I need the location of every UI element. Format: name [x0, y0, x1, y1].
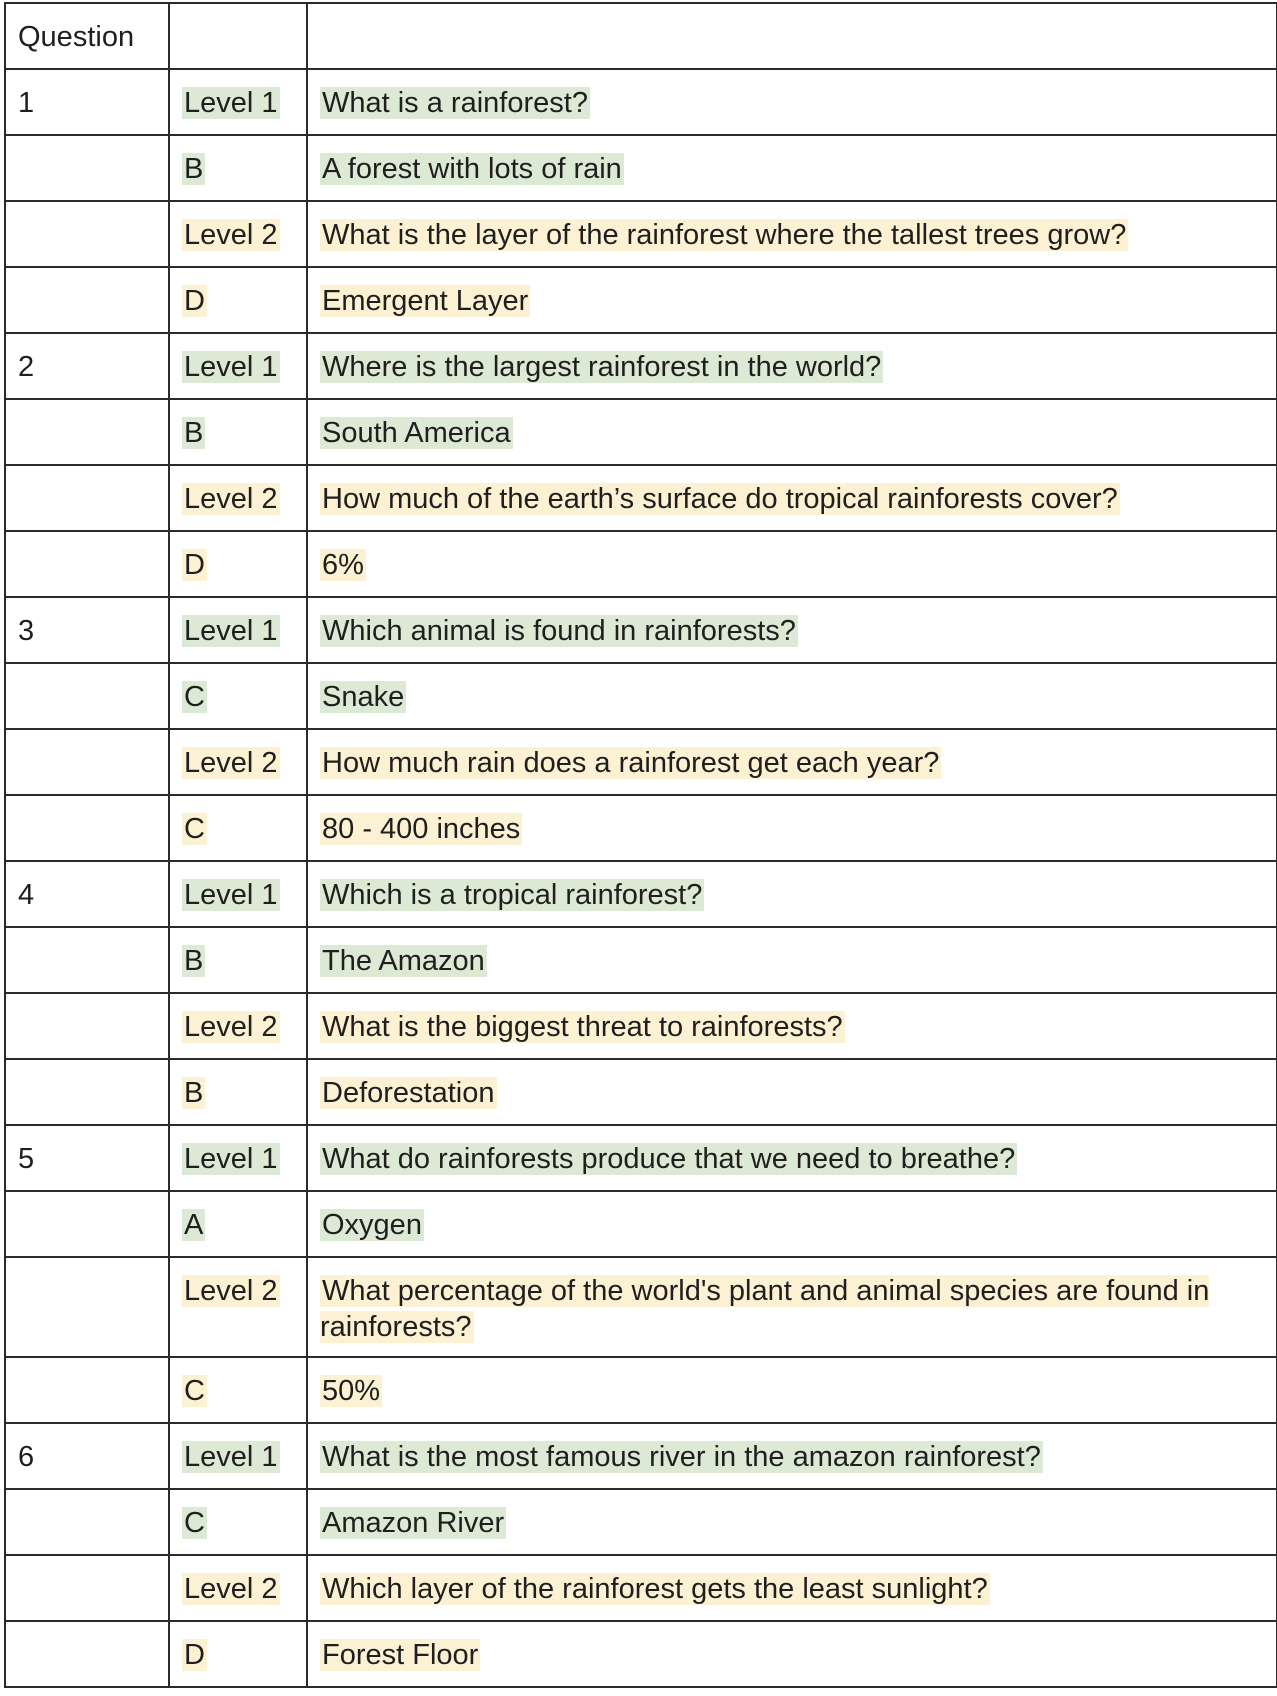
- question-or-answer-text-cell: [307, 927, 1277, 993]
- level-or-answer-label: Level 2: [184, 747, 278, 779]
- question-number-cell: [5, 861, 169, 927]
- level-or-answer-label: Level 2: [184, 1573, 278, 1605]
- level-or-answer-cell: [169, 1423, 307, 1489]
- question-or-answer-text-cell: [307, 597, 1277, 663]
- level-or-answer-cell: [169, 1489, 307, 1555]
- table-row: [5, 597, 1277, 663]
- question-or-answer-text-cell: [307, 531, 1277, 597]
- table-row: [5, 1489, 1277, 1555]
- question-number-cell: [5, 1423, 169, 1489]
- level-or-answer-cell: [169, 1191, 307, 1257]
- question-number-cell: [5, 1489, 169, 1555]
- level-or-answer-cell: [169, 1059, 307, 1125]
- header-row: [5, 3, 1277, 69]
- table-row: [5, 795, 1277, 861]
- quiz-table: [4, 2, 1277, 1688]
- question-or-answer-text-cell: [307, 465, 1277, 531]
- question-or-answer-text: The Amazon: [322, 945, 485, 977]
- table-row: [5, 69, 1277, 135]
- question-number-cell: [5, 1059, 169, 1125]
- question-or-answer-text-cell: [307, 399, 1277, 465]
- table-row: [5, 135, 1277, 201]
- table-row: [5, 333, 1277, 399]
- question-or-answer-text-cell: [307, 1257, 1277, 1357]
- table-row: [5, 1059, 1277, 1125]
- level-or-answer-label: Level 2: [184, 1275, 278, 1307]
- question-number-cell: [5, 531, 169, 597]
- level-or-answer-cell: [169, 1257, 307, 1357]
- question-or-answer-text: What percentage of the world's plant and animal species are found in rainforests?: [320, 1275, 1210, 1343]
- question-number-cell: [5, 729, 169, 795]
- header-cell-question: [5, 3, 169, 69]
- question-number-cell: [5, 399, 169, 465]
- question-or-answer-text: What is the biggest threat to rainforests?: [322, 1011, 843, 1043]
- question-number-cell: [5, 927, 169, 993]
- level-or-answer-cell: [169, 267, 307, 333]
- level-or-answer-cell: [169, 663, 307, 729]
- question-or-answer-text: Deforestation: [322, 1077, 495, 1109]
- question-or-answer-text: South America: [322, 417, 511, 449]
- question-number-cell: [5, 465, 169, 531]
- question-number-cell: [5, 135, 169, 201]
- table-row: [5, 1357, 1277, 1423]
- question-number-cell: [5, 1357, 169, 1423]
- question-or-answer-text: Which is a tropical rainforest?: [322, 879, 703, 911]
- level-or-answer-cell: [169, 465, 307, 531]
- table-row: [5, 267, 1277, 333]
- table-row: [5, 465, 1277, 531]
- level-or-answer-label: C: [184, 813, 205, 845]
- question-or-answer-text: What is the layer of the rainforest where the tallest trees grow?: [322, 219, 1127, 251]
- question-number-cell: [5, 1125, 169, 1191]
- question-number: 6: [18, 1441, 35, 1473]
- question-or-answer-text: How much of the earth’s surface do tropical rainforests cover?: [322, 483, 1118, 515]
- level-or-answer-cell: [169, 333, 307, 399]
- level-or-answer-label: B: [184, 1077, 204, 1109]
- question-or-answer-text: What is the most famous river in the amazon rainforest?: [322, 1441, 1041, 1473]
- question-or-answer-text-cell: [307, 267, 1277, 333]
- question-or-answer-text-cell: [307, 135, 1277, 201]
- question-or-answer-text: How much rain does a rainforest get each year?: [322, 747, 940, 779]
- level-or-answer-label: Level 2: [184, 219, 278, 251]
- question-number-cell: [5, 795, 169, 861]
- question-or-answer-text-cell: [307, 1059, 1277, 1125]
- question-number-cell: [5, 1621, 169, 1687]
- question-number: 1: [18, 87, 35, 119]
- question-number-cell: [5, 69, 169, 135]
- question-number-cell: [5, 663, 169, 729]
- level-or-answer-label: Level 1: [184, 615, 278, 647]
- table-row: [5, 927, 1277, 993]
- level-or-answer-cell: [169, 135, 307, 201]
- level-or-answer-label: C: [184, 1507, 205, 1539]
- table-row: [5, 399, 1277, 465]
- level-or-answer-cell: [169, 597, 307, 663]
- level-or-answer-label: B: [184, 153, 204, 185]
- question-number-cell: [5, 1555, 169, 1621]
- question-number-cell: [5, 597, 169, 663]
- question-number-cell: [5, 333, 169, 399]
- question-or-answer-text: A forest with lots of rain: [322, 153, 622, 185]
- question-or-answer-text-cell: [307, 333, 1277, 399]
- question-or-answer-text-cell: [307, 1357, 1277, 1423]
- question-or-answer-text: Which layer of the rainforest gets the least sunlight?: [322, 1573, 988, 1605]
- level-or-answer-cell: [169, 531, 307, 597]
- level-or-answer-cell: [169, 861, 307, 927]
- table-row: [5, 531, 1277, 597]
- question-or-answer-text-cell: [307, 201, 1277, 267]
- table-row: [5, 663, 1277, 729]
- table-row: [5, 1555, 1277, 1621]
- level-or-answer-label: Level 2: [184, 1011, 278, 1043]
- level-or-answer-cell: [169, 1621, 307, 1687]
- level-or-answer-cell: [169, 1357, 307, 1423]
- question-or-answer-text-cell: [307, 1125, 1277, 1191]
- question-or-answer-text: What is a rainforest?: [322, 87, 588, 119]
- question-or-answer-text-cell: [307, 1621, 1277, 1687]
- question-or-answer-text: Which animal is found in rainforests?: [322, 615, 796, 647]
- question-or-answer-text-cell: [307, 69, 1277, 135]
- question-or-answer-text-cell: [307, 663, 1277, 729]
- level-or-answer-cell: [169, 993, 307, 1059]
- question-number-cell: [5, 201, 169, 267]
- level-or-answer-cell: [169, 1555, 307, 1621]
- question-or-answer-text: 50%: [322, 1375, 381, 1407]
- question-or-answer-text: 80 - 400 inches: [322, 813, 521, 845]
- question-or-answer-text-cell: [307, 1423, 1277, 1489]
- question-or-answer-text: 6%: [322, 549, 364, 581]
- level-or-answer-cell: [169, 795, 307, 861]
- table-row: [5, 1125, 1277, 1191]
- level-or-answer-cell: [169, 69, 307, 135]
- question-or-answer-text-cell: [307, 1489, 1277, 1555]
- header-cell-level: [169, 3, 307, 69]
- table-row: [5, 1257, 1277, 1357]
- table-row: [5, 1621, 1277, 1687]
- question-or-answer-text: Oxygen: [322, 1209, 422, 1241]
- question-number-cell: [5, 993, 169, 1059]
- header-question-label: Question: [18, 21, 135, 53]
- question-or-answer-text: Forest Floor: [322, 1639, 479, 1671]
- question-number: 2: [18, 351, 35, 383]
- level-or-answer-label: C: [184, 1375, 205, 1407]
- level-or-answer-label: D: [184, 549, 205, 581]
- level-or-answer-label: D: [184, 1639, 205, 1671]
- level-or-answer-label: Level 2: [184, 483, 278, 515]
- table-row: [5, 861, 1277, 927]
- question-or-answer-text: Emergent Layer: [322, 285, 529, 317]
- question-or-answer-text-cell: [307, 1191, 1277, 1257]
- question-or-answer-text-cell: [307, 1555, 1277, 1621]
- question-or-answer-text: Where is the largest rainforest in the world?: [322, 351, 882, 383]
- question-or-answer-text: What do rainforests produce that we need to breathe?: [322, 1143, 1016, 1175]
- level-or-answer-label: Level 1: [184, 351, 278, 383]
- question-or-answer-text-cell: [307, 993, 1277, 1059]
- table-row: [5, 729, 1277, 795]
- question-or-answer-text-cell: [307, 729, 1277, 795]
- level-or-answer-cell: [169, 1125, 307, 1191]
- header-cell-text: [307, 3, 1277, 69]
- question-or-answer-text-cell: [307, 861, 1277, 927]
- level-or-answer-cell: [169, 729, 307, 795]
- level-or-answer-cell: [169, 927, 307, 993]
- level-or-answer-label: Level 1: [184, 1143, 278, 1175]
- question-number-cell: [5, 267, 169, 333]
- quiz-table-body: [5, 3, 1277, 1687]
- table-row: [5, 993, 1277, 1059]
- question-or-answer-text-cell: [307, 795, 1277, 861]
- level-or-answer-cell: [169, 201, 307, 267]
- question-number-cell: [5, 1257, 169, 1357]
- question-or-answer-text: Amazon River: [322, 1507, 505, 1539]
- level-or-answer-label: Level 1: [184, 1441, 278, 1473]
- level-or-answer-label: B: [184, 945, 204, 977]
- question-number-cell: [5, 1191, 169, 1257]
- question-number: 3: [18, 615, 35, 647]
- table-row: [5, 201, 1277, 267]
- question-number: 5: [18, 1143, 35, 1175]
- question-number: 4: [18, 879, 35, 911]
- table-row: [5, 1191, 1277, 1257]
- level-or-answer-label: A: [184, 1209, 204, 1241]
- level-or-answer-label: C: [184, 681, 205, 713]
- table-row: [5, 1423, 1277, 1489]
- level-or-answer-label: Level 1: [184, 879, 278, 911]
- level-or-answer-label: B: [184, 417, 204, 449]
- question-or-answer-text: Snake: [322, 681, 405, 713]
- level-or-answer-cell: [169, 399, 307, 465]
- level-or-answer-label: Level 1: [184, 87, 278, 119]
- level-or-answer-label: D: [184, 285, 205, 317]
